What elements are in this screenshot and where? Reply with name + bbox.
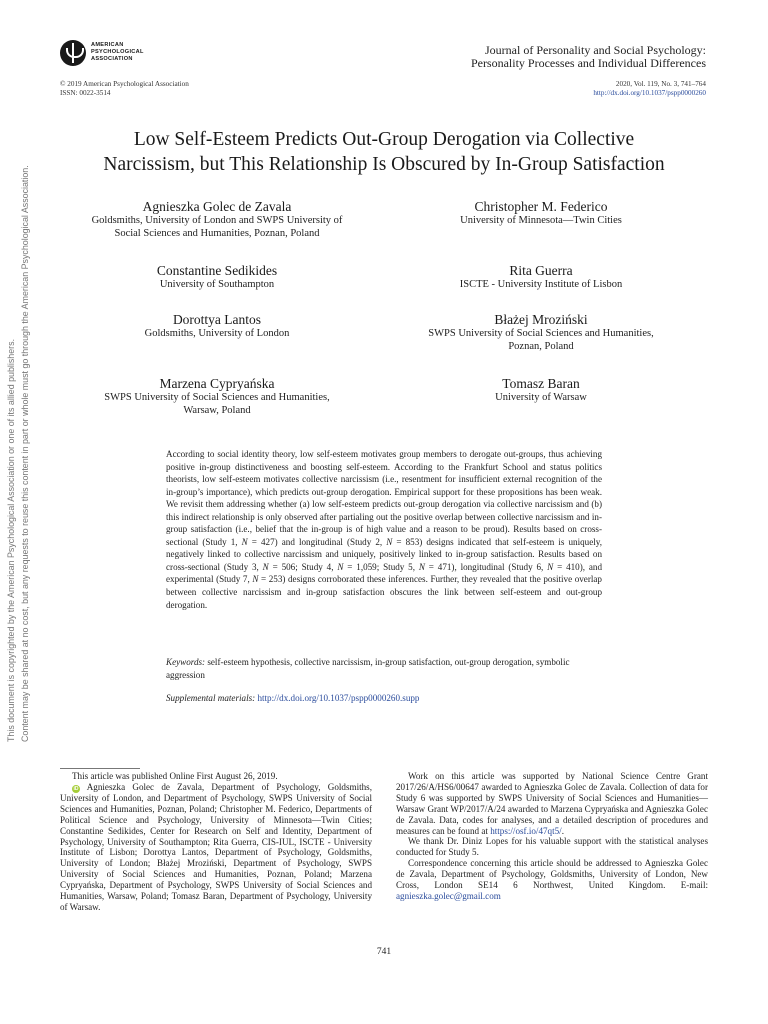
publisher-line: AMERICAN xyxy=(91,42,124,48)
sample-size-symbol: N xyxy=(262,561,269,572)
orcid-icon[interactable]: iD xyxy=(73,785,79,792)
issn: ISSN: 0022-3514 xyxy=(60,88,111,97)
abstract-text: = 253) designs corroborated these inferences. Further, they revealed that the positive overlap between collective narcissism and in-group satisfaction obscures the link between self-esteem and out-group derogation. xyxy=(166,574,602,610)
author-block xyxy=(52,263,382,292)
author-block xyxy=(376,312,706,353)
author-affiliation: University of Southampton xyxy=(159,279,275,290)
author-name: Agnieszka Golec de Zavala xyxy=(142,199,292,214)
abstract-text: According to social identity theory, low self-esteem motivates group members to derogate out-groups, thus achieving positive in-group distinctiveness and boosting self-esteem. According to the Frankfurt School and status politics theorists, low self-esteem motivates collective narcissism (i.e., resentment for insufficient external recognition of the in-group’s importance), which predicts out-group derogation. Empirical support for these propositions has been weak. We revisit them addressing whether (a) low self-esteem predicts out-group derogation via collective narcissism and (b) this indirect relationship is only observed after partialing out the positive overlap between collective narcissism and in-group satisfaction (i.e., belief that the in-group is of high value and a reason to be proud). Results based on cross-sectional (Study 1, xyxy=(166,449,602,547)
sample-size-symbol: N xyxy=(241,536,248,547)
correspondence-note xyxy=(396,858,708,902)
osf-link[interactable]: https://osf.io/47qt5/ xyxy=(490,825,562,836)
copyright-notice-side xyxy=(4,165,32,742)
email-link[interactable]: agnieszka.golec@gmail.com xyxy=(396,890,501,901)
copyright: © 2019 American Psychological Association xyxy=(60,80,189,88)
volume-info: 2020, Vol. 119, No. 3, 741–764 xyxy=(615,80,706,88)
author-block xyxy=(52,199,382,240)
copyright-block xyxy=(60,80,189,97)
author-block xyxy=(52,376,382,417)
publisher-wordmark xyxy=(91,42,144,64)
footnotes-left xyxy=(60,771,372,913)
sample-size-symbol: N xyxy=(337,561,344,572)
author-affiliation: Goldsmiths, University of London xyxy=(144,328,290,339)
author-affiliation: SWPS University of Social Sciences and Humanities, xyxy=(428,328,654,339)
author-block xyxy=(52,312,382,341)
citation-block xyxy=(593,80,706,97)
publisher-line: ASSOCIATION xyxy=(91,56,133,63)
keywords-text: self-esteem hypothesis, collective narcissism, in-group satisfaction, out-group derogation, symbolic aggression xyxy=(166,657,570,680)
journal-name xyxy=(471,44,706,70)
author-name: Błażej Mroziński xyxy=(494,312,588,327)
abstract-text: = 471), longitudinal (Study 6, xyxy=(424,561,548,572)
journal-line: Journal of Personality and Social Psychology: xyxy=(485,43,706,57)
author-block xyxy=(376,376,706,405)
author-affiliation: Poznan, Poland xyxy=(508,340,574,352)
author-block xyxy=(376,199,706,228)
author-name: Marzena Cypryańska xyxy=(159,376,275,391)
affiliations-text: Agnieszka Golec de Zavala, Department of Psychology, Goldsmiths, University of London, and Department of Psychology, SWPS University of Social Sciences and Humanities, Poznan, Poland; Christopher M. Federico, Departments of Political Science and Psychology, University of Minnesota—Twin Cities; Constantine Sedikides, Center for Research on Self and Identity, Department of Psychology, University of Southampton; Rita Guerra, CIS-IUL, ISCTE - University Institute of Lisbon; Dorottya Lantos, Department of Psychology, Goldsmiths, University of London; Błażej Mroziński, Department of Psychology, SWPS University of Social Sciences and Humanities, Poznan, Poland; Marzena Cypryańska, Department of Psychology, SWPS University of Social Sciences and Humanities, Warsaw, Poland; Tomasz Baran, Department of Psychology, University of Warsaw. xyxy=(60,781,372,912)
side-notice-line: This document is copyrighted by the American Psychological Association or one of its allied publishers. xyxy=(6,338,16,742)
title-line: Low Self-Esteem Predicts Out-Group Derogation via Collective xyxy=(133,129,635,150)
author-affiliation: University of Warsaw xyxy=(495,392,587,403)
sample-size-symbol: N xyxy=(547,561,554,572)
author-name: Rita Guerra xyxy=(509,263,573,278)
supplemental-materials xyxy=(166,692,602,705)
sample-size-symbol: N xyxy=(418,561,425,572)
acknowledgement-note: We thank Dr. Diniz Lopes for his valuable support with the statistical analyses conducted for Study 5. xyxy=(396,836,708,858)
side-notice-line: Content may be shared at no cost, but any requests to reuse this content in part or whole must go through the American Psychological Association. xyxy=(20,165,30,742)
author-block xyxy=(376,263,706,292)
footnotes-right xyxy=(396,771,708,902)
funding-note xyxy=(396,771,708,836)
author-name: Tomasz Baran xyxy=(502,376,580,391)
publication-note: This article was published Online First August 26, 2019. xyxy=(72,771,278,781)
journal-line: Personality Processes and Individual Differences xyxy=(470,56,706,70)
doi-link[interactable]: http://dx.doi.org/10.1037/pspp0000260 xyxy=(593,88,706,97)
keywords xyxy=(166,656,602,681)
abstract-text: = 853) designs indicated that self-esteem is uniquely, negatively linked to collective narcissism and uniquely, positively linked to in-group satisfaction. Results based on cross-sectional (Study 3, xyxy=(166,536,602,572)
abstract-text: = 506; Study 4, xyxy=(268,561,338,572)
abstract-text: = 427) and longitudinal (Study 2, xyxy=(247,536,387,547)
correspondence-text: Correspondence concerning this article should be addressed to Agnieszka Golec de Zavala, Department of Psychology, Goldsmiths, University of London, New Cross, London SE14 6 Northwest, United Kingdom. E-mail: xyxy=(396,858,708,891)
page-number: 741 xyxy=(376,947,392,957)
affiliations-note xyxy=(60,782,372,913)
author-affiliation: University of Minnesota—Twin Cities xyxy=(460,215,622,226)
author-affiliation: SWPS University of Social Sciences and Humanities, xyxy=(104,392,330,403)
footnote-divider xyxy=(60,768,140,769)
abstract xyxy=(166,448,602,611)
author-affiliation: Goldsmiths, University of London and SWPS University of xyxy=(91,215,343,226)
apa-logo-icon xyxy=(60,40,86,66)
publisher-line: PSYCHOLOGICAL xyxy=(91,49,144,56)
author-affiliation: ISCTE - University Institute of Lisbon xyxy=(459,279,623,290)
supplemental-label: Supplemental materials: xyxy=(166,693,256,703)
author-affiliation: Warsaw, Poland xyxy=(183,404,251,416)
article-title xyxy=(40,127,728,177)
funding-text: Work on this article was supported by National Science Centre Grant 2017/26/A/HS6/00647 awarded to Agnieszka Golec de Zavala. Collection of data for Study 6 was supported by SWPS University of Social Sciences and Humanities—Warsaw Grant WP/2017/A/24 awarded to Marzena Cypryańska and Agnieszka Golec de Zavala. Data, codes for analyses, and a detailed description of procedures and measures can be found at xyxy=(396,771,708,836)
funding-text: . xyxy=(561,825,564,836)
supplemental-link[interactable]: http://dx.doi.org/10.1037/pspp0000260.supp xyxy=(257,693,420,703)
author-name: Christopher M. Federico xyxy=(474,199,608,214)
sample-size-symbol: N xyxy=(252,574,259,585)
abstract-text: = 1,059; Study 5, xyxy=(343,561,419,572)
abstract-text: = 410), and experimental (Study 7, xyxy=(166,561,602,585)
keywords-label: Keywords: xyxy=(166,657,206,667)
author-name: Constantine Sedikides xyxy=(156,263,278,278)
author-name: Dorottya Lantos xyxy=(172,312,262,327)
author-affiliation: Social Sciences and Humanities, Poznan, Poland xyxy=(114,227,320,239)
sample-size-symbol: N xyxy=(386,536,393,547)
title-line: Narcissism, but This Relationship Is Obscured by In-Group Satisfaction xyxy=(103,154,665,175)
